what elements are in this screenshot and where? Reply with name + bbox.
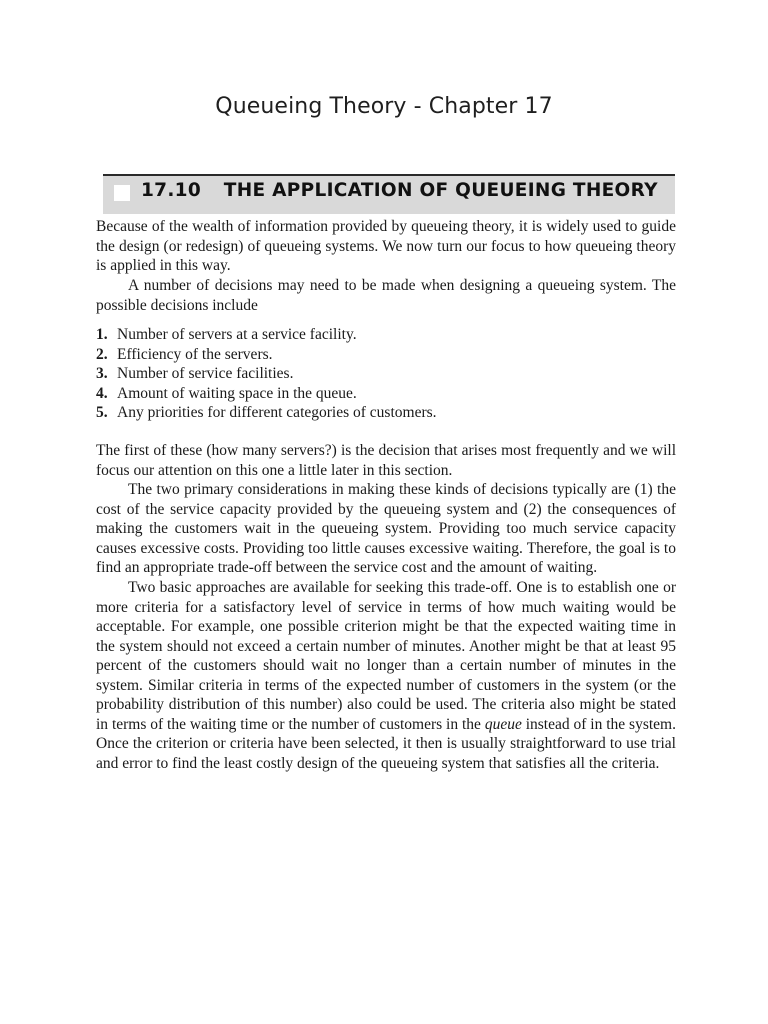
paragraph-approaches-block [96, 578, 676, 773]
list-item-text: Number of service facilities. [117, 365, 294, 383]
paragraph-decisions-intro-block [96, 276, 676, 315]
paragraph-first-decision: The first of these (how many servers?) is the decision that arises most frequently and we will focus our attention on this one a little later in this section. [96, 442, 676, 479]
paragraph-considerations-block [96, 480, 676, 578]
list-item [96, 325, 676, 345]
paragraph-intro-block [96, 217, 676, 276]
list-item-number: 5. [96, 404, 108, 422]
list-item-text: Number of servers at a service facility. [117, 326, 357, 343]
list-item-number: 1. [96, 326, 108, 343]
paragraph-approaches-part2: instead of in the system. Once the criterion or criteria have been selected, it then is usually straightforward to use trial and error to find the least costly design of the queueing system that satisfies all the criteria. [96, 715, 676, 772]
paragraph-approaches [96, 578, 676, 773]
list-item [96, 364, 676, 384]
section-heading [141, 180, 658, 201]
paragraph-first-decision-block [96, 441, 676, 480]
list-item-number: 4. [96, 384, 108, 402]
list-item-text: Any priorities for different categories of customers. [117, 404, 437, 422]
paragraph-approaches-part1: Two basic approaches are available for seeking this trade-off. One is to establish one or more criteria for a satisfactory level of service in terms of how much waiting would be acceptable. For example, one possible criterion might be that the expected waiting time in the system should not exceed a certain number of minutes. Another might be that at least 95 percent of the customers should wait no longer than a certain number of minutes in the system. Similar criteria in terms of the expected number of customers in the system (or the probability distribution of this number) also could be used. The criteria also might be stated in terms of the waiting time or the number of customers in the [96, 579, 676, 733]
emphasis-queue: queue [484, 715, 522, 733]
paragraph-considerations: The two primary considerations in making these kinds of decisions typically are (1) the cost of the service capacity provided by the queueing system and (2) the consequences of making the customers wait in the queueing system. Providing too much service capacity causes excessive costs. Providing too little causes excessive waiting. Therefore, the goal is to find an appropriate trade-off between the service cost and the amount of waiting. [96, 481, 676, 576]
decisions-list [96, 325, 676, 423]
section-marker-square [114, 185, 130, 201]
paragraph-intro: Because of the wealth of information provided by queueing theory, it is widely used to guide the design (or redesign) of queueing systems. We now turn our focus to how queueing theory is applied in this way. [96, 218, 676, 274]
paragraph-decisions-intro: A number of decisions may need to be made when designing a queueing system. The possible decisions include [96, 277, 676, 314]
list-item [96, 403, 676, 423]
list-item-number: 2. [96, 345, 108, 363]
list-item-number: 3. [96, 365, 108, 383]
section-number: 17.10 [141, 180, 202, 201]
section-title: THE APPLICATION OF QUEUEING THEORY [223, 180, 658, 201]
list-item [96, 384, 676, 404]
list-item [96, 345, 676, 365]
list-item-text: Amount of waiting space in the queue. [117, 384, 357, 402]
page-title: Queueing Theory - Chapter 17 [215, 94, 553, 119]
list-item-text: Efficiency of the servers. [117, 345, 273, 363]
